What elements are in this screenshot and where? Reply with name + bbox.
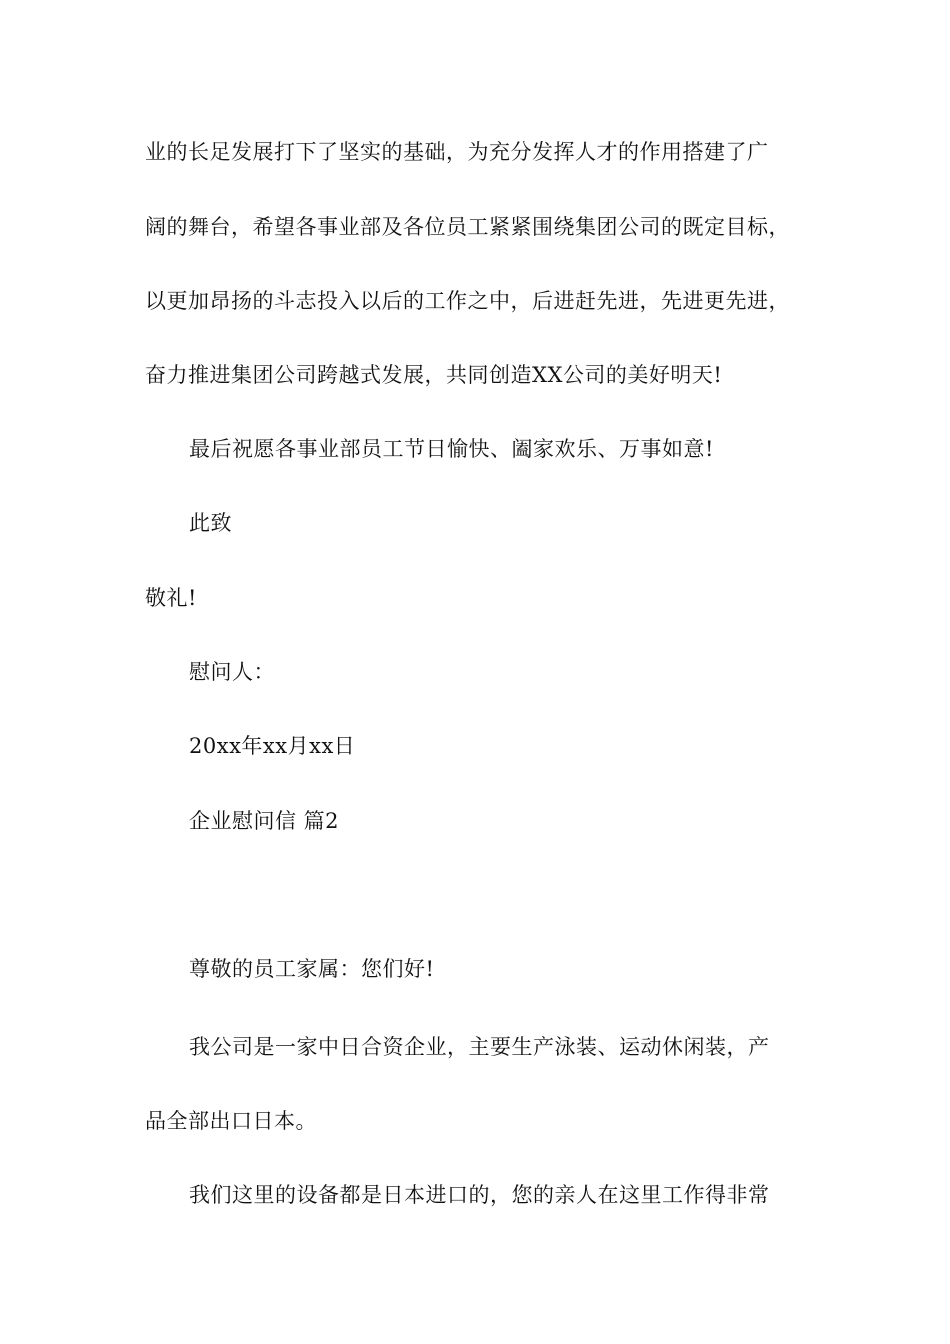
paragraph-line: 品全部出口日本。	[145, 1109, 317, 1133]
paragraph-line: 我公司是一家中日合资企业，主要生产泳装、运动休闲装，产	[189, 1035, 770, 1059]
paragraph-line: 业的长足发展打下了坚实的基础，为充分发挥人才的作用搭建了广	[145, 140, 769, 164]
paragraph-line: 奋力推进集团公司跨越式发展，共同创造XX公司的美好明天!	[145, 363, 723, 387]
paragraph-line: 我们这里的设备都是日本进口的，您的亲人在这里工作得非常	[189, 1183, 770, 1207]
greeting-line: 尊敬的员工家属：您们好!	[189, 957, 435, 981]
paragraph-line: 以更加昂扬的斗志投入以后的工作之中，后进赶先进，先进更先进，	[145, 289, 790, 313]
letter-date: 20xx年xx月xx日	[189, 734, 356, 758]
signature-label: 慰问人：	[189, 660, 275, 684]
closing-wish: 最后祝愿各事业部员工节日愉快、阖家欢乐、万事如意!	[189, 437, 714, 461]
paragraph-line: 阔的舞台，希望各事业部及各位员工紧紧围绕集团公司的既定目标，	[145, 215, 790, 239]
salutation-jingli: 敬礼!	[145, 586, 197, 610]
salutation-cizhi: 此致	[189, 511, 232, 535]
section-title: 企业慰问信 篇2	[189, 809, 340, 833]
